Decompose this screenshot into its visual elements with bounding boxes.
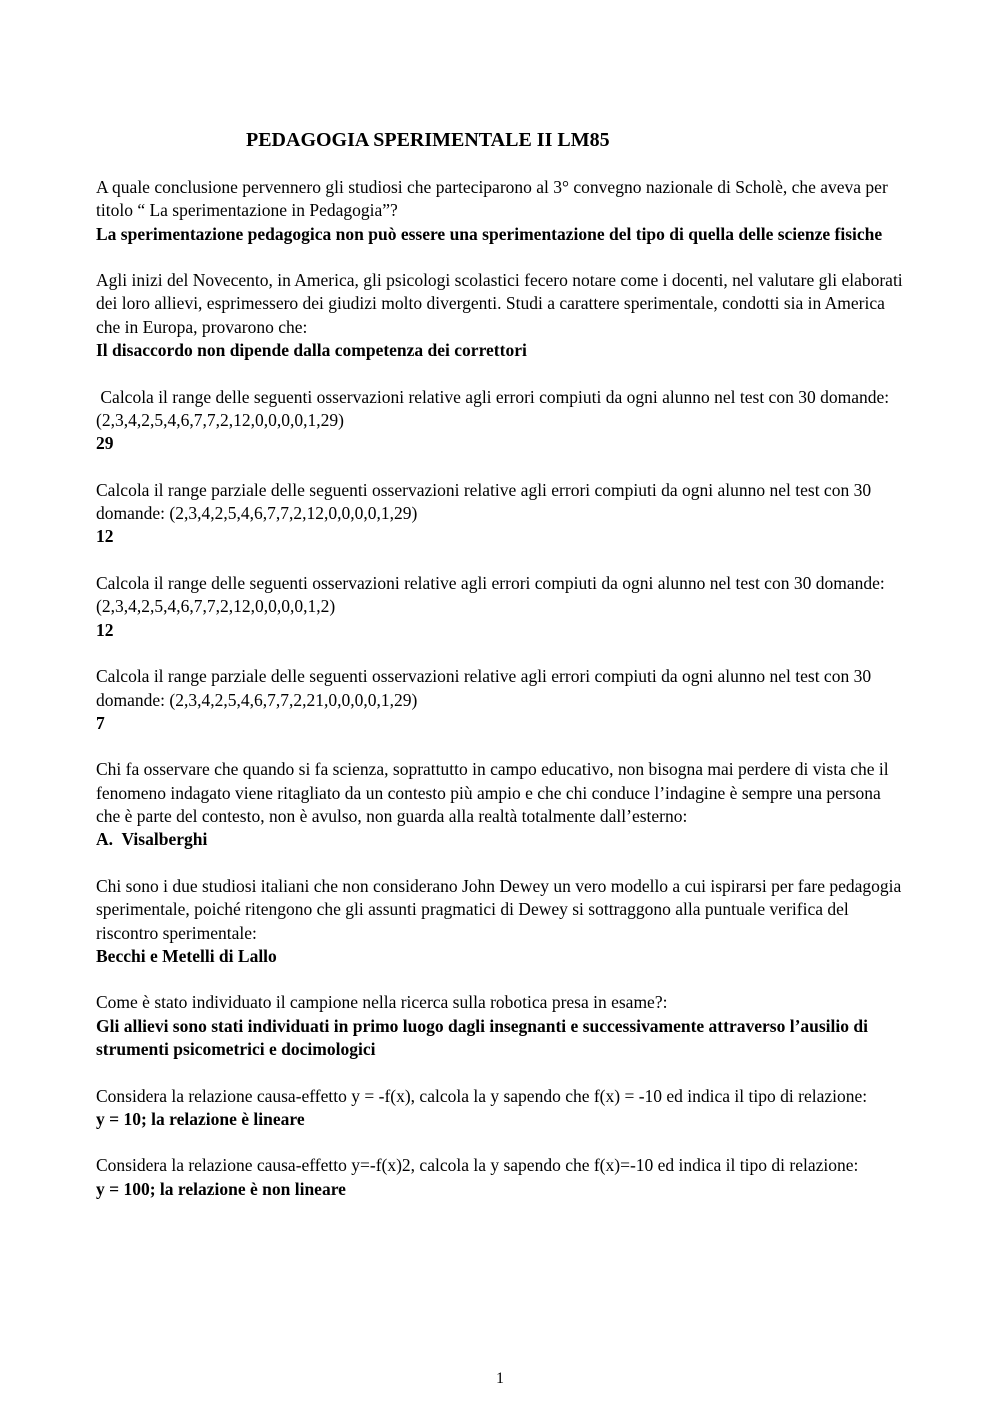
answer-text: 12: [96, 619, 114, 640]
question-text: Considera la relazione causa-effetto y = -f(x), calcola la y sapendo che f(x) = -10 ed indica il tipo di relazione:: [96, 1085, 868, 1106]
question-text: Calcola il range parziale delle seguenti osservazioni relative agli errori compiuti da ogni alunno nel test con 30 domande: (2,3,4,2,5,4,6,7,7,2,21,0,0,0,0,1,29): [96, 666, 872, 710]
answer-text: 12: [96, 526, 114, 547]
qa-item: [96, 176, 908, 246]
page-title: PEDAGOGIA SPERIMENTALE II LM85: [246, 129, 610, 151]
answer-text: Il disaccordo non dipende dalla competenza dei correttori: [96, 340, 527, 361]
page-number: 1: [496, 1370, 504, 1387]
question-text: Chi sono i due studiosi italiani che non considerano John Dewey un vero modello a cui ispirarsi per fare pedagogia sperimentale, poiché ritengono che gli assunti pragmatici di Dewey si sottraggono alla puntuale verifica del riscontro sperimentale:: [96, 875, 902, 943]
question-text: Calcola il range parziale delle seguenti osservazioni relative agli errori compiuti da ogni alunno nel test con 30 domande: (2,3,4,2,5,4,6,7,7,2,12,0,0,0,0,1,29): [96, 479, 872, 524]
qa-item: [96, 572, 908, 642]
question-text: Chi fa osservare che quando si fa scienza, soprattutto in campo educativo, non bisogna mai perdere di vista che il fenomeno indagato viene ritagliato da un contesto più ampio e che chi conduce l’indagine è sempre una persona che è parte del contesto, non è avulso, non guarda alla realtà totalmente dall’esterno:: [96, 759, 889, 827]
answer-text: 29: [96, 433, 114, 454]
question-text: Considera la relazione causa-effetto y=-f(x)2, calcola la y sapendo che f(x)=-10 ed indica il tipo di relazione:: [96, 1155, 859, 1176]
qa-item: [96, 665, 908, 735]
question-text: Calcola il range delle seguenti osservazioni relative agli errori compiuti da ogni alunno nel test con 30 domande: (2,3,4,2,5,4,6,7,7,2,12,0,0,0,0,1,2): [96, 573, 885, 617]
answer-text: Becchi e Metelli di Lallo: [96, 945, 277, 966]
answer-text: La sperimentazione pedagogica non può essere una sperimentazione del tipo di quella delle scienze fisiche: [96, 223, 883, 244]
question-text: Calcola il range delle seguenti osservazioni relative agli errori compiuti da ogni alunno nel test con 30 domande: (2,3,4,2,5,4,6,7,7,2,12,0,0,0,0,1,29): [96, 386, 894, 430]
qa-list: [96, 176, 908, 1224]
question-text: A quale conclusione pervennero gli studiosi che parteciparono al 3° convegno nazionale di Scholè, che aveva per titolo “ La sperimentazione in Pedagogia”?: [96, 177, 888, 221]
question-text: Agli inizi del Novecento, in America, gli psicologi scolastici fecero notare come i docenti, nel valutare gli elaborati dei loro allievi, esprimessero dei giudizi molto divergenti. Studi a carattere sperimentale, condotti sia in America che in Europa, provarono che:: [96, 270, 903, 337]
qa-item: [96, 1154, 908, 1201]
answer-text: 7: [96, 712, 105, 733]
qa-item: [96, 269, 908, 362]
qa-item: [96, 1085, 908, 1132]
qa-item: [96, 386, 908, 456]
qa-item: [96, 991, 908, 1061]
question-text: Come è stato individuato il campione nella ricerca sulla robotica presa in esame?:: [96, 992, 668, 1013]
qa-item: [96, 479, 908, 549]
answer-text: A. Visalberghi: [96, 829, 208, 850]
qa-item: [96, 758, 908, 851]
answer-text: Gli allievi sono stati individuati in primo luogo dagli insegnanti e successivamente attraverso l’ausilio di strumenti psicometrici e docimologici: [96, 1015, 868, 1059]
answer-text: y = 100; la relazione è non lineare: [96, 1178, 346, 1199]
qa-item: [96, 875, 908, 968]
answer-text: y = 10; la relazione è lineare: [96, 1108, 305, 1129]
